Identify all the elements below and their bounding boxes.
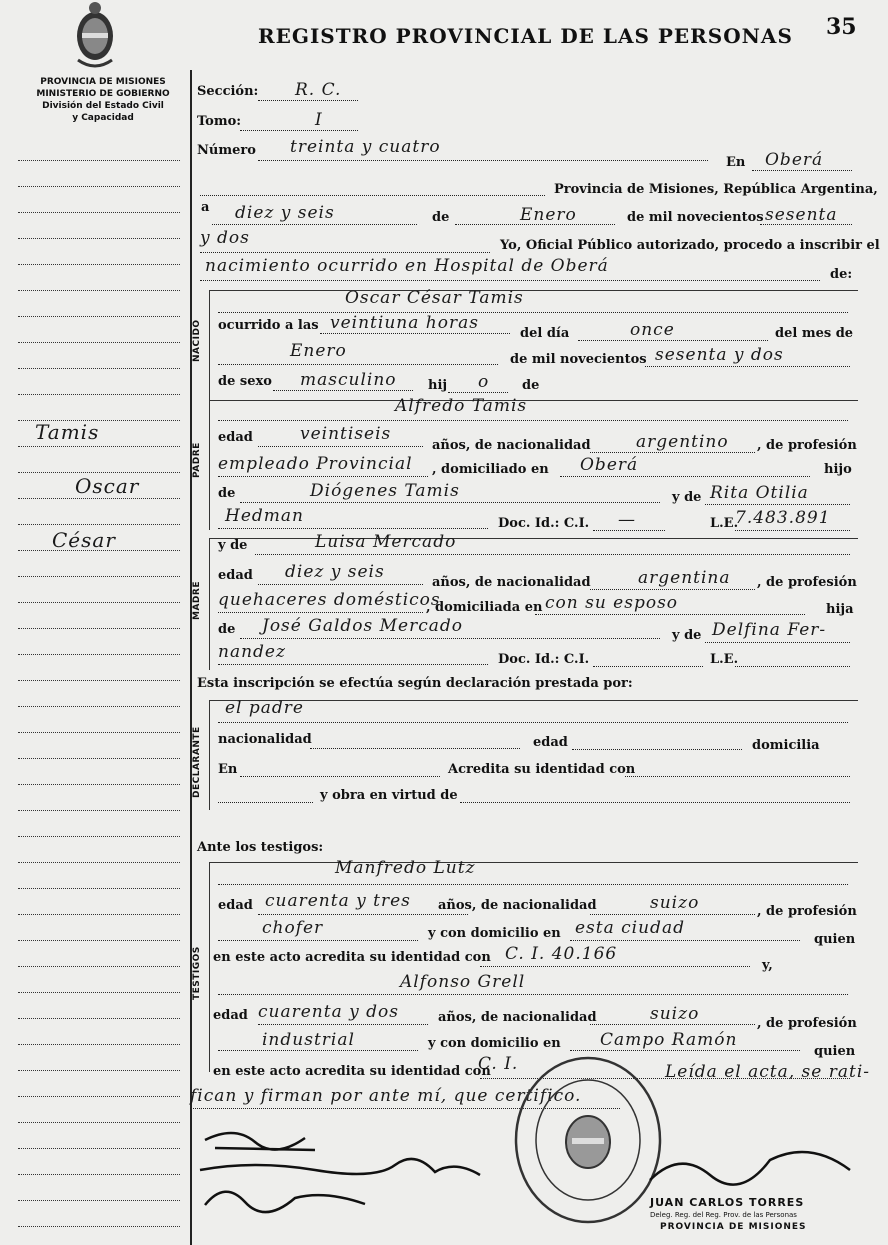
sexo-value: masculino (300, 370, 397, 390)
del-mes-label: del mes de (775, 326, 854, 341)
t2-profesion-label: , de profesión (757, 1016, 857, 1031)
abuela-a-value: Rita Otilia (710, 483, 809, 503)
madre-yde-label: y de (218, 538, 248, 553)
madre-domiciliada-label: , domiciliada en (426, 600, 543, 615)
del-dia-label: del día (520, 326, 570, 341)
t2-edad-label: edad (213, 1008, 248, 1023)
t2-edad-value: cuarenta y dos (258, 1002, 399, 1022)
seal-line-3: División del Estado Civil (42, 101, 164, 111)
t2-ci-value: C. I. (478, 1054, 519, 1074)
ante-label: Ante los testigos: (197, 840, 324, 855)
padre-dom-value: Oberá (580, 455, 639, 475)
seccion-label: Sección: (197, 84, 259, 99)
madre-tag: MADRE (192, 581, 202, 620)
padre-edad-label: edad (218, 430, 253, 445)
provincia-label: Provincia de Misiones, República Argentina, (554, 182, 878, 197)
tomo-label: Tomo: (197, 114, 242, 129)
madre-edad-label: edad (218, 568, 253, 583)
nacido-tag: NACIDO (192, 319, 202, 362)
madre-nombre-value: Luisa Mercado (315, 532, 457, 552)
seal-line-4: y Capacidad (72, 113, 134, 123)
mes-value: Enero (520, 205, 577, 225)
cierre-b-value: fican y firman por ante mí, que certifico. (190, 1086, 582, 1106)
t2-nombre-value: Alfonso Grell (400, 972, 526, 992)
abuela-m-b-value: nandez (218, 642, 286, 662)
t1-nombre-value: Manfredo Lutz (335, 858, 476, 878)
ocurrido-label: ocurrido a las (218, 318, 319, 333)
madre-le-label: L.E. (710, 652, 739, 667)
signature-testigo-2 (205, 1192, 365, 1212)
padre-tag: PADRE (192, 442, 202, 478)
t1-profesion-label: , de profesión (757, 904, 857, 919)
abuelo-m-value: José Galdos Mercado (262, 616, 464, 636)
padre-le-label: L.E. (710, 516, 739, 531)
a-label: a (201, 200, 210, 215)
page-title: REGISTRO PROVINCIAL DE LAS PERSONAS (258, 24, 793, 48)
t1-edad-value: cuarenta y tres (265, 891, 411, 911)
anio-value-a: sesenta (765, 205, 838, 225)
seccion-value: R. C. (295, 80, 342, 100)
numero-label: Número (197, 143, 256, 158)
padre-hijo-label: hijo (824, 462, 852, 477)
stamp-name: JUAN CARLOS TORRES (650, 1196, 805, 1209)
anio-nac-value: sesenta y dos (655, 345, 784, 365)
mil-novecientos-label: de mil novecientos (627, 210, 764, 225)
signature-area (195, 1120, 525, 1220)
official-signature (640, 1120, 860, 1200)
decl-nacionalidad-label: nacionalidad (218, 732, 312, 747)
tomo-value: I (315, 110, 323, 130)
padre-domiciliado-label: , domiciliado en (432, 462, 549, 477)
madre-edad-value: diez y seis (285, 562, 385, 582)
signature-declarante (205, 1133, 315, 1150)
margin-note-surname: Tamis (35, 420, 100, 444)
hij-label: hij (428, 378, 448, 393)
t2-acto-label: en este acto acredita su identidad con (213, 1064, 491, 1079)
padre-doc-label: Doc. Id.: C.I. (498, 516, 590, 531)
t1-prof-value: chofer (262, 918, 324, 938)
madre-profesion-label: , de profesión (757, 575, 857, 590)
t1-anos-label: años, de nacionalidad (438, 898, 597, 913)
acta-value: nacimiento ocurrido en Hospital de Oberá (205, 256, 609, 276)
anio-value-b: y dos (200, 228, 250, 248)
abuela-b-value: Hedman (225, 506, 304, 526)
padre-nombre-value: Alfredo Tamis (395, 396, 528, 416)
padre-yde-label: y de (672, 490, 702, 505)
padre-anos-label: años, de nacionalidad (432, 438, 591, 453)
hij-suffix: o (478, 372, 490, 392)
de2-label: de (522, 378, 540, 393)
abuelo-value: Diógenes Tamis (310, 481, 460, 501)
inscripcion-label: Esta inscripción se efectúa según declaración prestada por: (197, 676, 633, 691)
mil-nov2-label: de mil novecientos (510, 352, 647, 367)
margin-column (0, 0, 190, 1245)
t2-quien-label: quien (814, 1044, 856, 1059)
seal-line-2: MINISTERIO DE GOBIERNO (36, 89, 170, 99)
t1-dom-value: esta ciudad (575, 918, 685, 938)
oficial-label: Yo, Oficial Público autorizado, procedo a inscribir el (500, 238, 880, 253)
dia-nac-value: once (630, 320, 675, 340)
t1-quien-label: quien (814, 932, 856, 947)
decl-en-label: En (218, 762, 238, 777)
cierre-a-value: Leída el acta, se rati- (665, 1062, 871, 1082)
padre-ci-value: — (618, 510, 636, 530)
padre-profesion-label: , de profesión (757, 438, 857, 453)
de-colon-label: de: (830, 267, 853, 282)
decl-acredita-label: Acredita su identidad con (448, 762, 636, 777)
t1-y-label: y, (762, 958, 773, 973)
padre-le-value: 7.483.891 (735, 508, 831, 528)
madre-doc-label: Doc. Id.: C.I. (498, 652, 590, 667)
sexo-label: de sexo (218, 374, 272, 389)
madre-yde2-label: y de (672, 628, 702, 643)
padre-nac-value: argentino (636, 432, 729, 452)
declarante-tag: DECLARANTE (192, 726, 202, 798)
horas-value: veintiuna horas (330, 313, 479, 333)
padre-prof-value: empleado Provincial (218, 454, 413, 474)
numero-value: treinta y cuatro (290, 137, 441, 157)
margin-divider (190, 70, 192, 1245)
coat-of-arms-icon (72, 0, 118, 74)
padre-edad-value: veintiseis (300, 424, 392, 444)
madre-de-label: de (218, 622, 236, 637)
margin-note-first: Oscar (75, 474, 140, 498)
seal-header (18, 76, 188, 124)
en-label: En (726, 155, 746, 170)
t2-dom-value: Campo Ramón (600, 1030, 738, 1050)
abuela-m-a-value: Delfina Fer- (712, 620, 827, 640)
madre-dom-value: con su esposo (545, 593, 679, 613)
seal-line-1: PROVINCIA DE MISIONES (40, 77, 166, 87)
decl-obra-label: y obra en virtud de (320, 788, 458, 803)
signature-testigo-1 (200, 1159, 480, 1175)
t1-edad-label: edad (218, 898, 253, 913)
dia-value: diez y seis (235, 203, 335, 223)
t2-nac-value: suizo (650, 1004, 700, 1024)
t1-ci-value: C. I. 40.166 (505, 944, 618, 964)
t1-con-dom-label: y con domicilio en (428, 926, 561, 941)
de-label: de (432, 210, 450, 225)
t2-prof-value: industrial (262, 1030, 355, 1050)
madre-hija-label: hija (826, 602, 854, 617)
margin-note-second: César (52, 528, 116, 552)
stamp-role: Deleg. Reg. del Reg. Prov. de las Personas (650, 1211, 797, 1219)
t1-nac-value: suizo (650, 893, 700, 913)
stamp-province: PROVINCIA DE MISIONES (660, 1222, 807, 1232)
padre-de-label: de (218, 486, 236, 501)
nombre-value: Oscar César Tamis (345, 288, 524, 308)
en-value: Oberá (765, 150, 824, 170)
t2-con-dom-label: y con domicilio en (428, 1036, 561, 1051)
page-number: 35 (826, 14, 857, 40)
mes-nac-value: Enero (290, 341, 347, 361)
madre-nac-value: argentina (638, 568, 731, 588)
t1-acto-label: en este acto acredita su identidad con (213, 950, 491, 965)
declarante-value: el padre (225, 698, 304, 718)
testigos-tag: TESTIGOS (192, 946, 202, 1000)
madre-anos-label: años, de nacionalidad (432, 575, 591, 590)
decl-domicilia-label: domicilia (752, 738, 820, 753)
madre-prof-value: quehaceres domésticos (218, 590, 441, 610)
decl-edad-label: edad (533, 735, 568, 750)
t2-anos-label: años, de nacionalidad (438, 1010, 597, 1025)
